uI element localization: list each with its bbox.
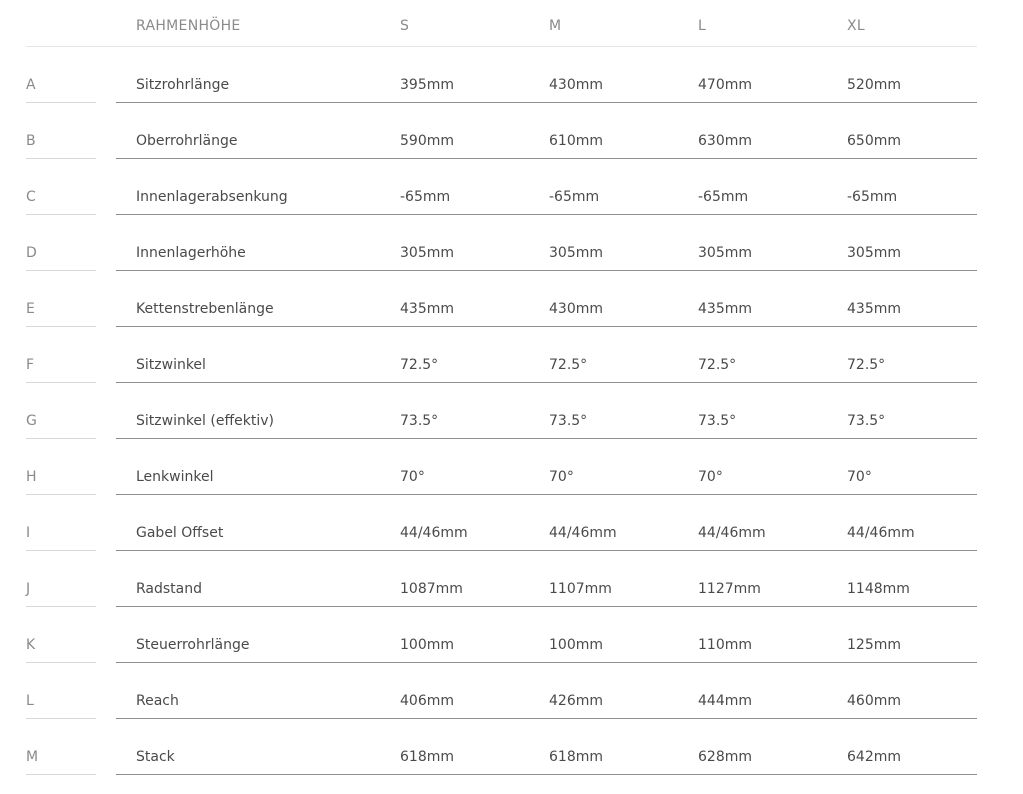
table-row — [26, 607, 977, 663]
value-m: 305mm — [549, 245, 603, 261]
table-row — [26, 439, 977, 495]
value-xl: -65mm — [847, 189, 898, 205]
row-label: Sitzrohrlänge — [136, 77, 230, 93]
value-xl: 72.5° — [847, 357, 886, 373]
value-s: 72.5° — [400, 357, 439, 373]
value-m: 44/46mm — [549, 525, 617, 541]
size-header-l: L — [698, 18, 707, 34]
row-letter: A — [26, 77, 36, 93]
table-row — [26, 719, 977, 775]
value-m: 100mm — [549, 637, 603, 653]
frame-size-header: RAHMENHÖHE — [136, 18, 241, 34]
value-xl: 435mm — [847, 301, 901, 317]
value-xl: 73.5° — [847, 413, 886, 429]
row-letter: I — [26, 525, 31, 541]
value-m: 430mm — [549, 301, 603, 317]
value-l: 435mm — [698, 301, 752, 317]
value-l: 628mm — [698, 749, 752, 765]
row-letter: M — [26, 749, 39, 765]
value-l: 1127mm — [698, 581, 761, 597]
row-letter: E — [26, 301, 35, 317]
value-s: 1087mm — [400, 581, 463, 597]
row-label: Radstand — [136, 581, 203, 597]
table-row — [26, 47, 977, 103]
value-s: 305mm — [400, 245, 454, 261]
size-header-s: S — [400, 18, 410, 34]
table-row — [26, 271, 977, 327]
row-label: Sitzwinkel — [136, 357, 206, 373]
table-row — [26, 327, 977, 383]
value-s: 618mm — [400, 749, 454, 765]
value-s: -65mm — [400, 189, 451, 205]
value-xl: 305mm — [847, 245, 901, 261]
row-label: Reach — [136, 693, 179, 709]
row-letter: H — [26, 469, 37, 485]
row-letter: C — [26, 189, 36, 205]
row-label: Stack — [136, 749, 175, 765]
row-letter: B — [26, 133, 36, 149]
value-m: 618mm — [549, 749, 603, 765]
value-m: 70° — [549, 469, 574, 485]
value-s: 73.5° — [400, 413, 439, 429]
value-s: 70° — [400, 469, 425, 485]
table-row — [26, 663, 977, 719]
value-s: 406mm — [400, 693, 454, 709]
row-label: Kettenstrebenlänge — [136, 301, 274, 317]
value-l: 73.5° — [698, 413, 737, 429]
row-label: Oberrohrlänge — [136, 133, 238, 149]
value-xl: 650mm — [847, 133, 901, 149]
value-xl: 642mm — [847, 749, 901, 765]
table-row — [26, 103, 977, 159]
value-m: 72.5° — [549, 357, 588, 373]
table-row — [26, 495, 977, 551]
size-header-xl: XL — [847, 18, 865, 34]
value-xl: 460mm — [847, 693, 901, 709]
table-header — [26, 0, 977, 47]
row-letter: F — [26, 357, 35, 373]
value-l: 305mm — [698, 245, 752, 261]
table-row — [26, 383, 977, 439]
row-label: Gabel Offset — [136, 525, 224, 541]
value-l: 70° — [698, 469, 723, 485]
value-l: -65mm — [698, 189, 749, 205]
row-label: Lenkwinkel — [136, 469, 214, 485]
value-xl: 44/46mm — [847, 525, 915, 541]
value-s: 100mm — [400, 637, 454, 653]
value-l: 72.5° — [698, 357, 737, 373]
table-row — [26, 159, 977, 215]
value-xl: 70° — [847, 469, 872, 485]
value-l: 44/46mm — [698, 525, 766, 541]
letter-divider — [26, 774, 96, 775]
row-letter: K — [26, 637, 36, 653]
value-m: 426mm — [549, 693, 603, 709]
value-l: 444mm — [698, 693, 752, 709]
row-letter: L — [26, 693, 34, 709]
value-m: 1107mm — [549, 581, 612, 597]
value-xl: 125mm — [847, 637, 901, 653]
geometry-table — [26, 0, 977, 775]
row-letter: J — [26, 581, 31, 597]
table-row — [26, 215, 977, 271]
value-s: 590mm — [400, 133, 454, 149]
size-header-m: M — [549, 18, 562, 34]
table-body — [26, 47, 977, 775]
value-m: -65mm — [549, 189, 600, 205]
value-xl: 1148mm — [847, 581, 910, 597]
row-letter: G — [26, 413, 37, 429]
value-s: 395mm — [400, 77, 454, 93]
row-label: Steuerrohrlänge — [136, 637, 250, 653]
value-s: 435mm — [400, 301, 454, 317]
row-label: Innenlagerhöhe — [136, 245, 246, 261]
value-l: 630mm — [698, 133, 752, 149]
table-row — [26, 551, 977, 607]
value-m: 610mm — [549, 133, 603, 149]
value-l: 110mm — [698, 637, 752, 653]
value-l: 470mm — [698, 77, 752, 93]
row-letter: D — [26, 245, 37, 261]
value-m: 430mm — [549, 77, 603, 93]
row-divider — [116, 774, 977, 775]
value-s: 44/46mm — [400, 525, 468, 541]
row-label: Sitzwinkel (effektiv) — [136, 413, 274, 429]
value-xl: 520mm — [847, 77, 901, 93]
value-m: 73.5° — [549, 413, 588, 429]
row-label: Innenlagerabsenkung — [136, 189, 288, 205]
